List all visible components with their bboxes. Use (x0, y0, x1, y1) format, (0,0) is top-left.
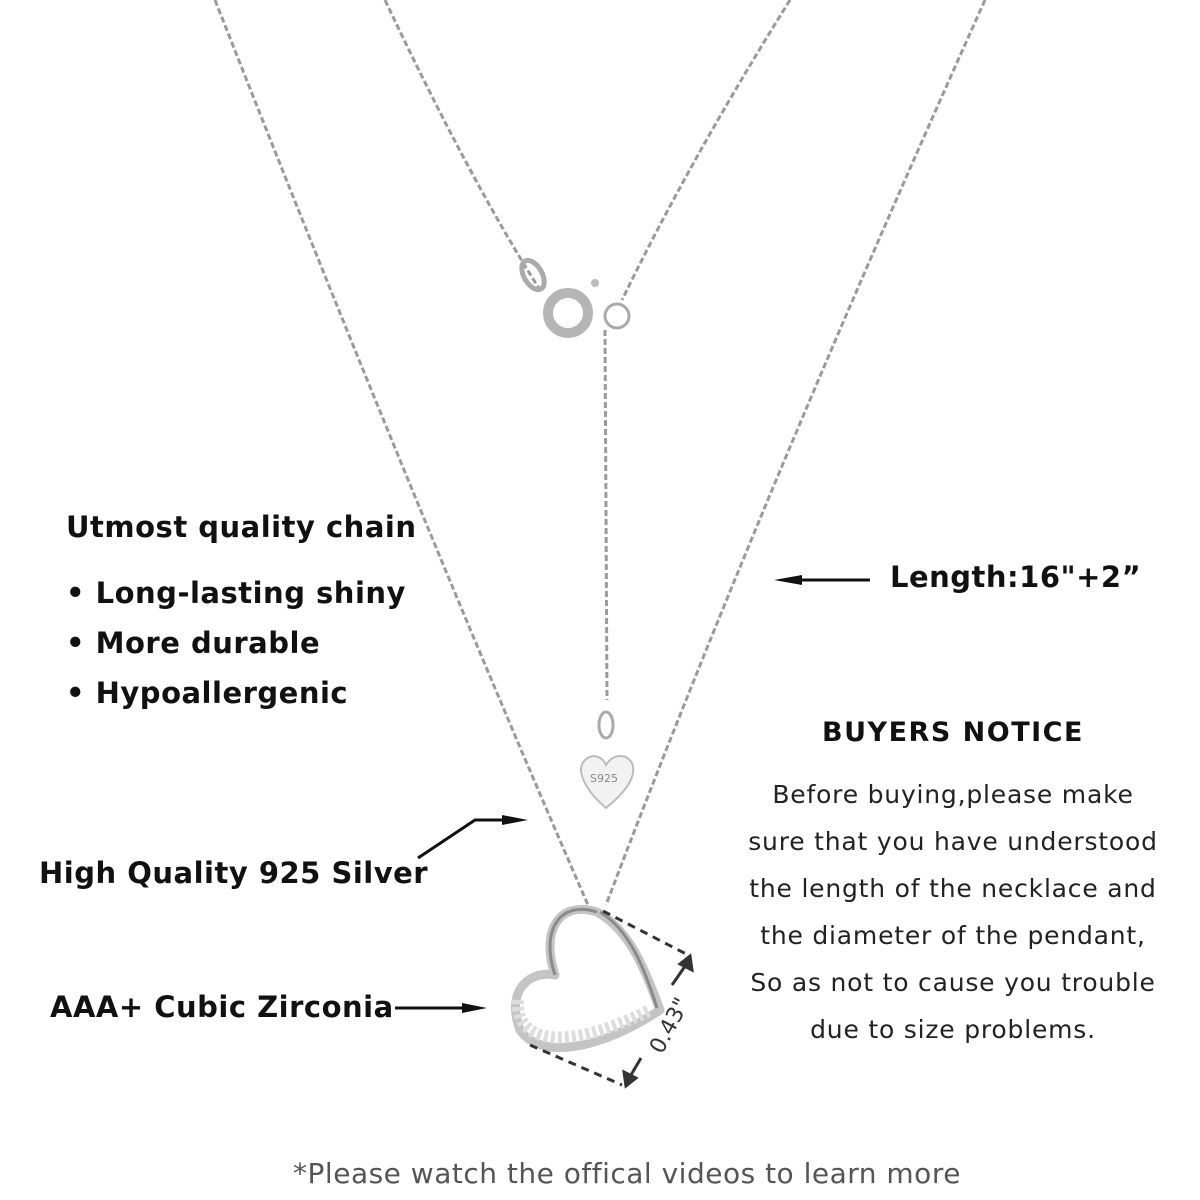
chain-left-strand (215, 0, 588, 905)
chain-inner-right (622, 0, 790, 300)
buyers-notice-title: BUYERS NOTICE (822, 717, 1084, 748)
features-heading: Utmost quality chain (66, 510, 417, 544)
chain-right-strand (606, 0, 985, 905)
pendant-size-label: 0.43" (645, 993, 696, 1058)
footer-note: *Please watch the offical videos to learn more (293, 1157, 961, 1190)
material-label: High Quality 925 Silver (39, 856, 429, 890)
feature-bullet: • Long-lasting shiny (66, 576, 406, 610)
heart-pendant (515, 909, 660, 1047)
notice-line: due to size problems. (810, 1015, 1096, 1044)
notice-line: the diameter of the pendant, (760, 921, 1146, 950)
notice-line: So as not to cause you trouble (750, 968, 1156, 997)
chain-extender (605, 330, 607, 700)
tag-stamp: S925 (590, 772, 618, 785)
notice-line: sure that you have understood (748, 827, 1158, 856)
feature-bullet: • Hypoallergenic (66, 676, 349, 710)
spring-ring-clasp (517, 257, 629, 333)
material-arrow (418, 820, 505, 858)
arrowhead-icon (502, 815, 528, 825)
notice-line: the length of the necklace and (749, 874, 1157, 903)
arrowhead-icon (462, 1003, 487, 1013)
notice-line: Before buying,please make (772, 780, 1134, 809)
s925-tag (581, 712, 633, 808)
stone-label: AAA+ Cubic Zirconia (50, 990, 394, 1024)
length-label: Length:16"+2” (890, 560, 1142, 594)
feature-bullet: • More durable (66, 626, 321, 660)
chain-inner-left (385, 0, 540, 290)
arrowhead-icon (774, 575, 802, 585)
